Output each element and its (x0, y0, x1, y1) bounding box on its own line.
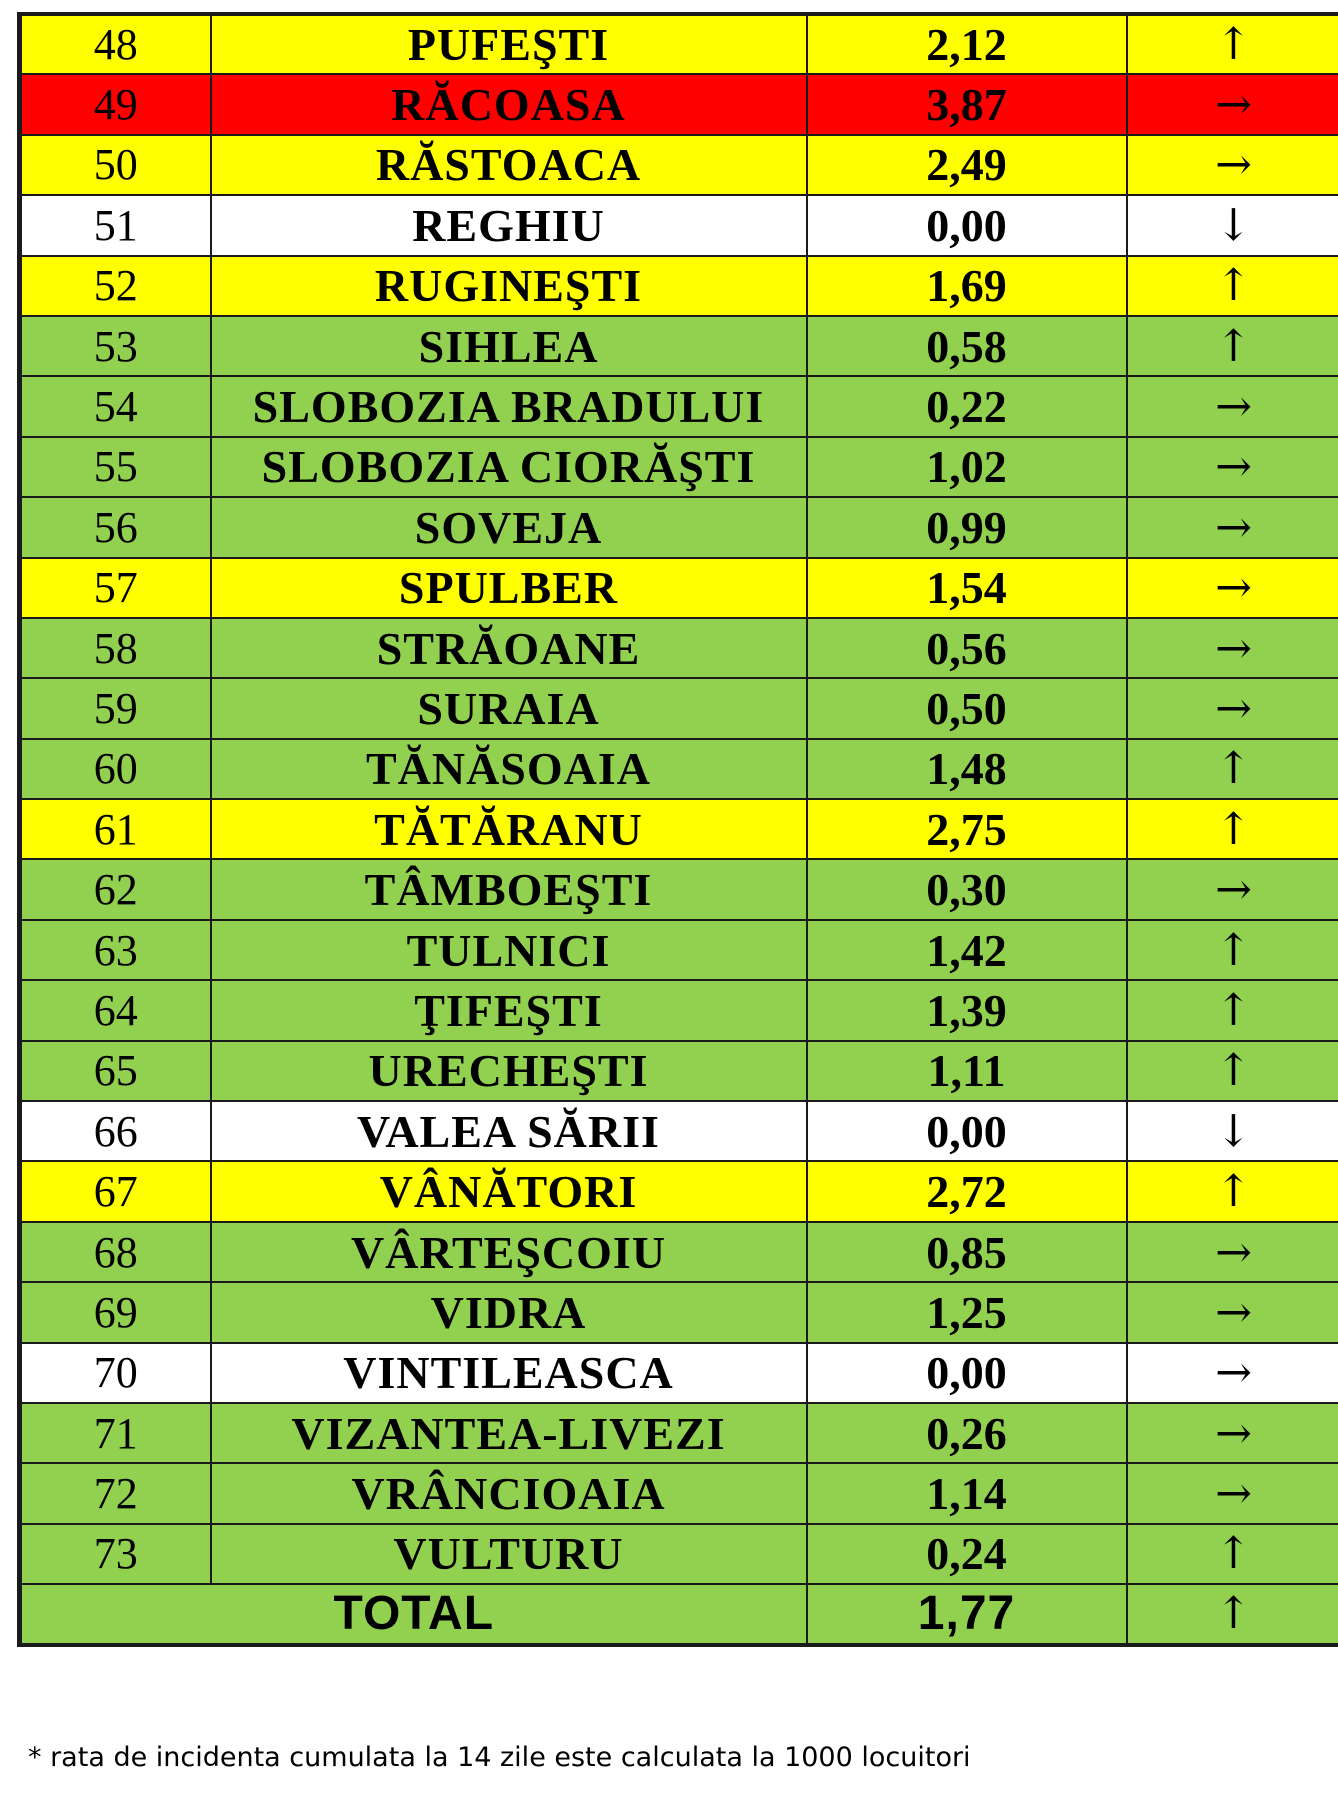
trend-arrow-cell: → (1127, 1282, 1338, 1342)
row-number-cell: 57 (20, 558, 211, 618)
table-row (20, 316, 1338, 376)
locality-name-cell: VIDRA (211, 1282, 807, 1342)
incidence-rate-cell: 0,56 (807, 618, 1127, 678)
incidence-rate-cell: 1,02 (807, 437, 1127, 497)
table-row (20, 376, 1338, 436)
incidence-rate-cell: 1,11 (807, 1041, 1127, 1101)
trend-arrow-cell: → (1127, 678, 1338, 738)
locality-name-cell: RĂCOASA (211, 74, 807, 134)
trend-arrow-cell: → (1127, 74, 1338, 134)
incidence-rate-cell: 2,75 (807, 799, 1127, 859)
incidence-rate-cell: 1,54 (807, 558, 1127, 618)
table-row (20, 1343, 1338, 1403)
table-row (20, 497, 1338, 557)
row-number-cell: 73 (20, 1524, 211, 1584)
incidence-rate-cell: 2,12 (807, 14, 1127, 74)
row-number-cell: 51 (20, 195, 211, 255)
incidence-rate-cell: 1,25 (807, 1282, 1127, 1342)
row-number-cell: 63 (20, 920, 211, 980)
incidence-rate-cell: 0,50 (807, 678, 1127, 738)
table-row (20, 859, 1338, 919)
locality-name-cell: URECHEŞTI (211, 1041, 807, 1101)
incidence-rate-cell: 0,85 (807, 1222, 1127, 1282)
table-row (20, 678, 1338, 738)
table-row (20, 618, 1338, 678)
table-row (20, 195, 1338, 255)
row-number-cell: 62 (20, 859, 211, 919)
row-number-cell: 68 (20, 1222, 211, 1282)
table-row (20, 920, 1338, 980)
table-row (20, 739, 1338, 799)
table-row (20, 558, 1338, 618)
trend-arrow-cell: → (1127, 437, 1338, 497)
trend-arrow-cell: ↓ (1127, 195, 1338, 255)
locality-name-cell: VRÂNCIOAIA (211, 1463, 807, 1523)
row-number-cell: 69 (20, 1282, 211, 1342)
incidence-rate-cell: 1,39 (807, 980, 1127, 1040)
trend-arrow-cell: ↑ (1127, 316, 1338, 376)
table-row (20, 1282, 1338, 1342)
incidence-rate-cell: 0,24 (807, 1524, 1127, 1584)
table-row (20, 1161, 1338, 1221)
row-number-cell: 58 (20, 618, 211, 678)
table-row (20, 1101, 1338, 1161)
row-number-cell: 55 (20, 437, 211, 497)
table-row (20, 980, 1338, 1040)
table-row (20, 1403, 1338, 1463)
footnote: * rata de incidenta cumulata la 14 zile este calculata la 1000 locuitori (28, 1742, 971, 1773)
row-number-cell: 52 (20, 256, 211, 316)
trend-arrow-cell: → (1127, 497, 1338, 557)
table-body (20, 14, 1338, 1645)
incidence-rate-cell: 1,69 (807, 256, 1127, 316)
incidence-rate-cell: 1,42 (807, 920, 1127, 980)
locality-name-cell: SOVEJA (211, 497, 807, 557)
trend-arrow-cell: → (1127, 1403, 1338, 1463)
trend-arrow-cell: ↑ (1127, 799, 1338, 859)
table-row (20, 437, 1338, 497)
row-number-cell: 67 (20, 1161, 211, 1221)
locality-name-cell: SIHLEA (211, 316, 807, 376)
table-row (20, 14, 1338, 74)
locality-name-cell: TULNICI (211, 920, 807, 980)
row-number-cell: 64 (20, 980, 211, 1040)
locality-name-cell: VIZANTEA-LIVEZI (211, 1403, 807, 1463)
trend-arrow-cell: ↑ (1127, 1524, 1338, 1584)
table-row (20, 1222, 1338, 1282)
incidence-rate-cell: 0,00 (807, 1101, 1127, 1161)
incidence-rate-cell: 0,58 (807, 316, 1127, 376)
row-number-cell: 54 (20, 376, 211, 436)
locality-name-cell: VÂNĂTORI (211, 1161, 807, 1221)
locality-name-cell: SPULBER (211, 558, 807, 618)
trend-arrow-cell: ↑ (1127, 1161, 1338, 1221)
table-row (20, 1524, 1338, 1584)
total-rate-cell: 1,77 (807, 1584, 1127, 1644)
trend-arrow-cell: → (1127, 1222, 1338, 1282)
incidence-rate-cell: 1,48 (807, 739, 1127, 799)
row-number-cell: 70 (20, 1343, 211, 1403)
incidence-rate-cell: 0,00 (807, 1343, 1127, 1403)
table-row (20, 256, 1338, 316)
trend-arrow-cell: ↓ (1127, 1101, 1338, 1161)
locality-name-cell: STRĂOANE (211, 618, 807, 678)
trend-arrow-cell: → (1127, 1463, 1338, 1523)
locality-name-cell: REGHIU (211, 195, 807, 255)
trend-arrow-cell: ↑ (1127, 1041, 1338, 1101)
trend-arrow-cell: → (1127, 618, 1338, 678)
locality-name-cell: SURAIA (211, 678, 807, 738)
incidence-rate-cell: 0,99 (807, 497, 1127, 557)
table-row (20, 1041, 1338, 1101)
incidence-rate-cell: 0,30 (807, 859, 1127, 919)
table-row (20, 74, 1338, 134)
locality-name-cell: TĂNĂSOAIA (211, 739, 807, 799)
trend-arrow-cell: ↑ (1127, 739, 1338, 799)
table-row (20, 799, 1338, 859)
row-number-cell: 56 (20, 497, 211, 557)
total-label: TOTAL (20, 1584, 807, 1644)
trend-arrow-cell: ↑ (1127, 980, 1338, 1040)
row-number-cell: 50 (20, 135, 211, 195)
incidence-table (17, 12, 1338, 1647)
row-number-cell: 49 (20, 74, 211, 134)
trend-arrow-cell: → (1127, 1343, 1338, 1403)
locality-name-cell: TĂTĂRANU (211, 799, 807, 859)
row-number-cell: 61 (20, 799, 211, 859)
locality-name-cell: VULTURU (211, 1524, 807, 1584)
locality-name-cell: SLOBOZIA BRADULUI (211, 376, 807, 436)
locality-name-cell: RUGINEŞTI (211, 256, 807, 316)
locality-name-cell: RĂSTOACA (211, 135, 807, 195)
row-number-cell: 72 (20, 1463, 211, 1523)
locality-name-cell: SLOBOZIA CIORĂŞTI (211, 437, 807, 497)
trend-arrow-cell: → (1127, 859, 1338, 919)
incidence-rate-cell: 0,00 (807, 195, 1127, 255)
trend-arrow-cell: → (1127, 135, 1338, 195)
incidence-rate-cell: 0,26 (807, 1403, 1127, 1463)
row-number-cell: 60 (20, 739, 211, 799)
locality-name-cell: VALEA SĂRII (211, 1101, 807, 1161)
row-number-cell: 66 (20, 1101, 211, 1161)
locality-name-cell: VÂRTEŞCOIU (211, 1222, 807, 1282)
total-trend-arrow-cell: ↑ (1127, 1584, 1338, 1644)
trend-arrow-cell: ↑ (1127, 14, 1338, 74)
locality-name-cell: VINTILEASCA (211, 1343, 807, 1403)
trend-arrow-cell: → (1127, 558, 1338, 618)
row-number-cell: 53 (20, 316, 211, 376)
row-number-cell: 48 (20, 14, 211, 74)
incidence-rate-cell: 3,87 (807, 74, 1127, 134)
trend-arrow-cell: ↑ (1127, 920, 1338, 980)
locality-name-cell: TÂMBOEŞTI (211, 859, 807, 919)
locality-name-cell: PUFEŞTI (211, 14, 807, 74)
locality-name-cell: ŢIFEŞTI (211, 980, 807, 1040)
total-row (20, 1584, 1338, 1644)
table-row (20, 135, 1338, 195)
row-number-cell: 71 (20, 1403, 211, 1463)
incidence-rate-cell: 0,22 (807, 376, 1127, 436)
trend-arrow-cell: ↑ (1127, 256, 1338, 316)
incidence-rate-cell: 2,49 (807, 135, 1127, 195)
incidence-rate-cell: 2,72 (807, 1161, 1127, 1221)
incidence-rate-cell: 1,14 (807, 1463, 1127, 1523)
row-number-cell: 59 (20, 678, 211, 738)
trend-arrow-cell: → (1127, 376, 1338, 436)
row-number-cell: 65 (20, 1041, 211, 1101)
table-row (20, 1463, 1338, 1523)
